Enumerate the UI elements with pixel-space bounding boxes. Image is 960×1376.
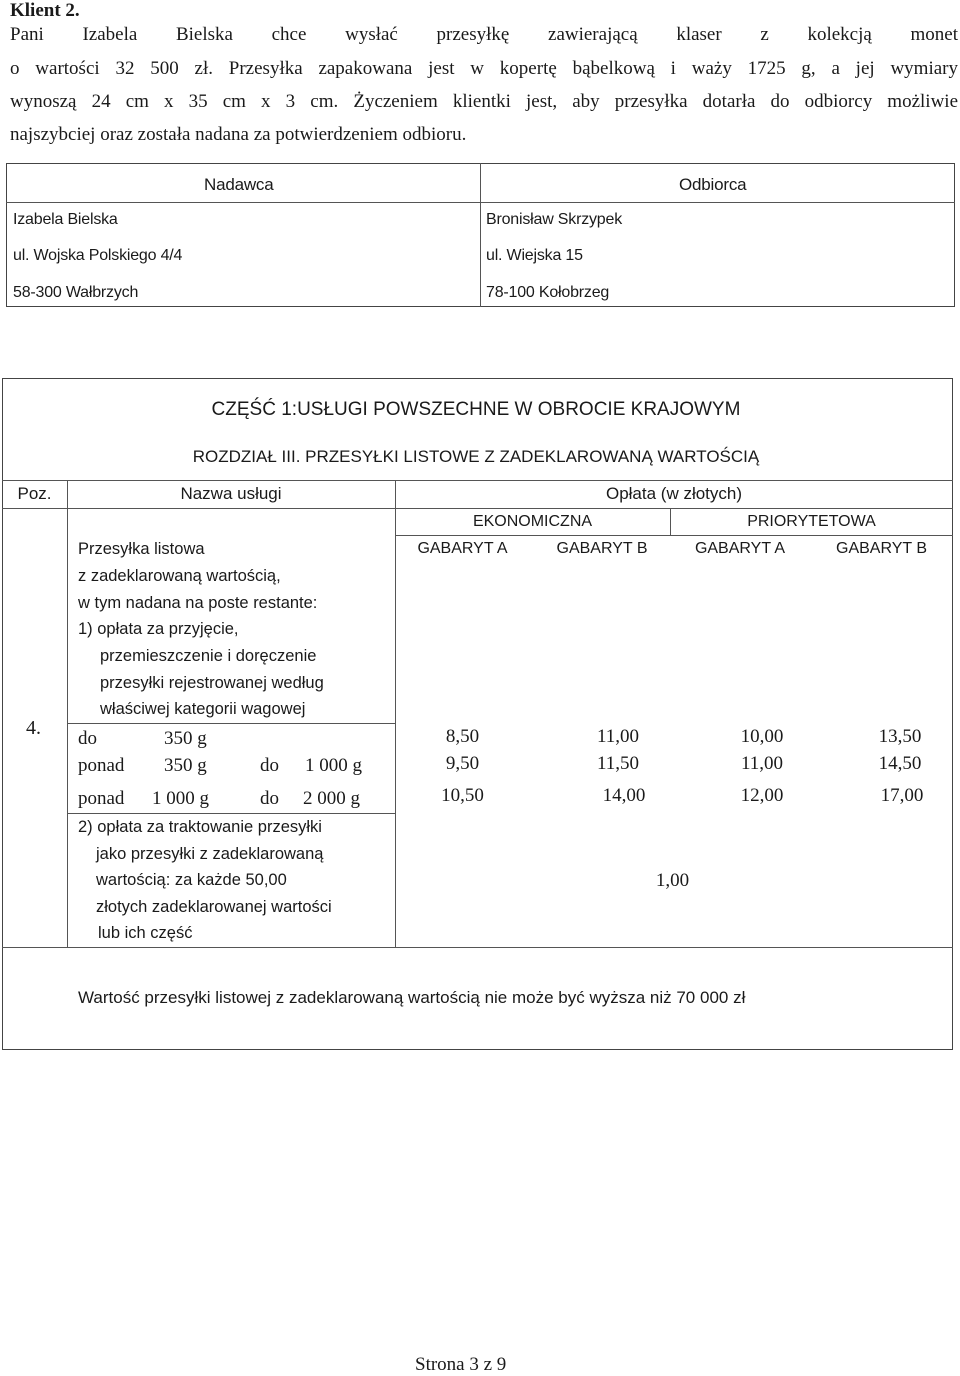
fee-cell: 17,00: [880, 785, 924, 806]
weight-label: 1 000 g: [152, 788, 209, 809]
size-economy-b: GABARYT B: [556, 540, 648, 557]
weight-label: do: [78, 728, 97, 749]
service-line: przemieszczenie i doręczenie: [100, 647, 317, 665]
intro-line-3: wynoszą 24 cm x 35 cm x 3 cm. Życzeniem klientki jest, aby przesyłka dotarła do odbiorcy możliwie: [10, 91, 958, 112]
page-number: Strona 3 z 9: [415, 1354, 507, 1375]
intro-line-4: najszybciej oraz została nadana za potwierdzeniem odbioru.: [10, 124, 467, 145]
fee-cell: 13,50: [878, 726, 922, 747]
extra-fee-line: wartością: za każde 50,00: [96, 871, 287, 889]
service-line: właściwej kategorii wagowej: [100, 700, 306, 718]
position-number: 4.: [26, 717, 41, 739]
fee-cell: 9,50: [445, 753, 480, 774]
weight-label: 2 000 g: [303, 788, 360, 809]
weight-label: 1 000 g: [305, 755, 362, 776]
weight-rows-bottom-line: [67, 813, 395, 814]
weight-label: 350 g: [164, 755, 207, 776]
extra-fee-value: 1,00: [655, 870, 690, 891]
recipient-city: 78-100 Kołobrzeg: [486, 284, 610, 301]
fee-cell: 11,50: [596, 753, 640, 774]
service-line: z zadeklarowaną wartością,: [78, 567, 281, 585]
table-body-bottom-line: [2, 947, 953, 948]
chapter-title: ROZDZIAŁ III. PRZESYŁKI LISTOWE Z ZADEKLAROWANĄ WARTOŚCIĄ: [192, 447, 760, 466]
col-name-header: Nazwa usługi: [180, 484, 282, 503]
client-title: Klient 2.: [10, 0, 80, 21]
col-fee-header: Opłata (w złotych): [605, 484, 743, 503]
weight-label: ponad: [78, 755, 125, 776]
table-header-bottom-line: [2, 508, 953, 509]
service-line: w tym nadana na poste restante:: [78, 594, 318, 612]
size-economy-a: GABARYT A: [417, 540, 508, 557]
fee-cell: 14,00: [602, 785, 646, 806]
extra-fee-line: lub ich część: [98, 924, 193, 942]
fee-cell: 10,50: [441, 785, 484, 806]
sender-header: Nadawca: [204, 175, 274, 194]
fee-cell: 12,00: [740, 785, 784, 806]
weight-label: 350 g: [164, 728, 207, 749]
weight-label: do: [260, 755, 279, 776]
service-line: Przesyłka listowa: [78, 540, 205, 558]
table-header-top-line: [2, 480, 953, 481]
part-title: CZĘŚĆ 1:USŁUGI POWSZECHNE W OBROCIE KRAJOWYM: [211, 399, 741, 420]
size-priority-b: GABARYT B: [836, 540, 927, 557]
sender-name: Izabela Bielska: [13, 211, 118, 228]
fee-cell: 8,50: [445, 726, 480, 747]
priority-header: PRIORYTETOWA: [747, 513, 876, 530]
extra-fee-line: złotych zadeklarowanej wartości: [96, 898, 332, 916]
recipient-name: Bronisław Skrzypek: [486, 211, 623, 228]
sender-city: 58-300 Wałbrzych: [13, 284, 139, 301]
service-row-line: [67, 723, 395, 724]
fee-cell: 11,00: [596, 726, 640, 747]
fee-subheader-line: [395, 535, 953, 536]
service-line: 1) opłata za przyjęcie,: [78, 620, 239, 638]
intro-line-2: o wartości 32 500 zł. Przesyłka zapakowana jest w kopertę bąbelkową i waży 1725 g, a jej wymiary: [10, 58, 958, 79]
fee-cell: 10,00: [740, 726, 784, 747]
pos-column-divider: [67, 480, 68, 947]
fee-cell: 11,00: [740, 753, 784, 774]
col-pos-header: Poz.: [17, 484, 52, 503]
address-column-divider: [480, 163, 481, 307]
economy-header: EKONOMICZNA: [472, 513, 593, 530]
sender-street: ul. Wojska Polskiego 4/4: [13, 247, 183, 264]
extra-fee-line: jako przesyłki z zadeklarowaną: [96, 845, 324, 863]
declared-value-note: Wartość przesyłki listowej z zadeklarowaną wartością nie może być wyższa niż 70 000 zł: [78, 988, 746, 1007]
service-line: przesyłki rejestrowanej według: [100, 674, 324, 692]
weight-label: ponad: [78, 788, 125, 809]
fee-cell: 14,50: [878, 753, 922, 774]
recipient-street: ul. Wiejska 15: [486, 247, 583, 264]
intro-line-1: Pani Izabela Bielska chce wysłać przesyłkę zawierającą klaser z kolekcją monet: [10, 24, 958, 45]
extra-fee-line: 2) opłata za traktowanie przesyłki: [78, 818, 322, 836]
size-priority-a: GABARYT A: [694, 540, 786, 557]
recipient-header: Odbiorca: [679, 175, 747, 194]
weight-label: do: [260, 788, 279, 809]
